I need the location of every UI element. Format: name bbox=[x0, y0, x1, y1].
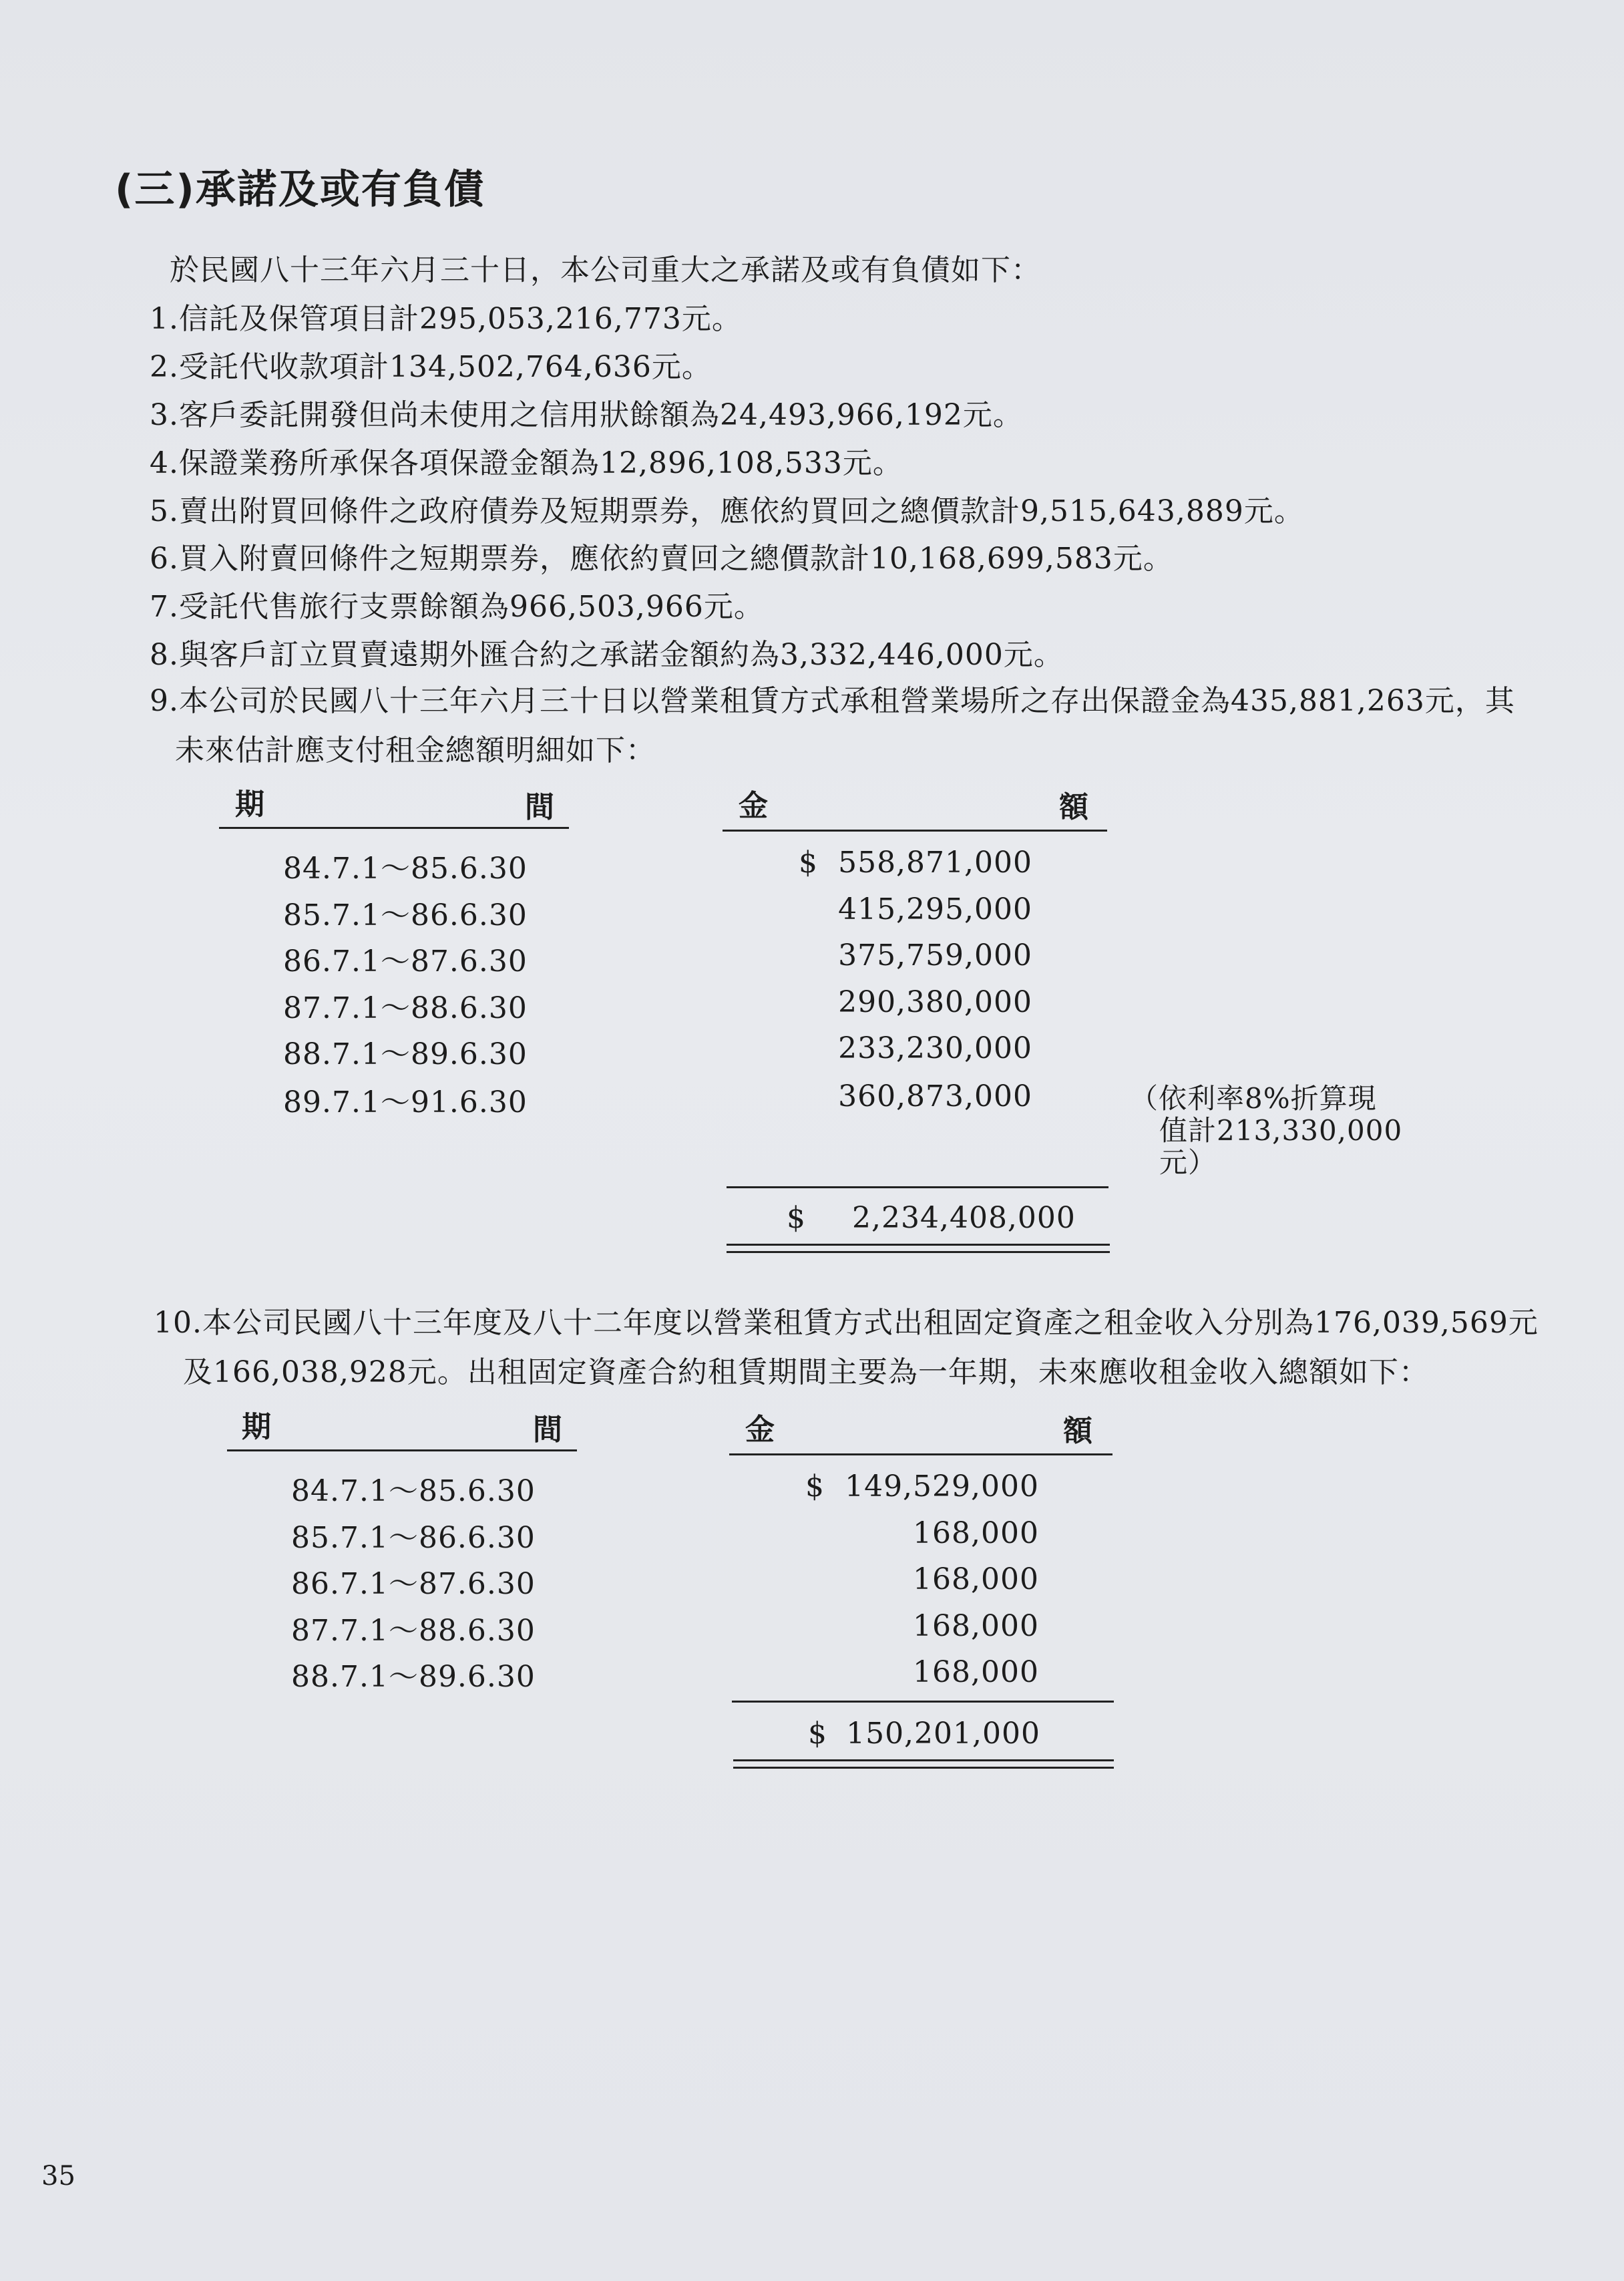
section-heading: (三)承諾及或有負債 bbox=[115, 166, 485, 213]
item-3: 3.客戶委託開發但尚未使用之信用狀餘額為24,493,966,192元。 bbox=[150, 398, 1023, 432]
item-8: 8.與客戶訂立買賣遠期外匯合約之承諾金額約為3,332,446,000元。 bbox=[150, 638, 1064, 672]
table2-total-currency: $ bbox=[808, 1717, 827, 1751]
table1-header-amount-a: 金 bbox=[739, 789, 768, 823]
item-9-line-1: 9.本公司於民國八十三年六月三十日以營業租賃方式承租營業場所之存出保證金為435,881,263元，其 bbox=[150, 684, 1515, 718]
item-10-line-2: 及166,038,928元。出租固定資產合約租賃期間主要為一年期，未來應收租金收入總額如下： bbox=[183, 1355, 1429, 1389]
table1-row-period: 87.7.1～88.6.30 bbox=[283, 991, 528, 1025]
table2-header-period-b: 間 bbox=[533, 1413, 562, 1447]
item-6: 6.買入附賣回條件之短期票券，應依約賣回之總價款計10,168,699,583元。 bbox=[150, 542, 1173, 576]
item-5: 5.賣出附買回條件之政府債券及短期票券，應依約買回之總價款計9,515,643,889元。 bbox=[150, 494, 1304, 528]
table2-row-amount: 168,000 bbox=[913, 1562, 1039, 1596]
table2-row-period: 87.7.1～88.6.30 bbox=[291, 1614, 536, 1648]
table2-row-amount: 149,529,000 bbox=[845, 1469, 1039, 1504]
table2-header-rule-amount bbox=[729, 1453, 1112, 1455]
table1-total-amount: 2,234,408,000 bbox=[852, 1201, 1076, 1235]
table1-row-amount: 415,295,000 bbox=[838, 892, 1032, 926]
table1-row-amount: 375,759,000 bbox=[838, 938, 1032, 973]
table1-row-amount: 360,873,000 bbox=[838, 1079, 1032, 1113]
table1-note-line-2: 值計213,330,000 bbox=[1159, 1114, 1403, 1147]
table2-row-period: 86.7.1～87.6.30 bbox=[291, 1567, 536, 1601]
page-number: 35 bbox=[41, 2161, 75, 2191]
table1-row-period: 89.7.1～91.6.30 bbox=[283, 1085, 528, 1119]
table1-header-rule-amount bbox=[723, 830, 1107, 832]
item-2: 2.受託代收款項計134,502,764,636元。 bbox=[150, 350, 712, 384]
table2-row-period: 84.7.1～85.6.30 bbox=[291, 1474, 536, 1508]
table2-header-period-a: 期 bbox=[242, 1410, 271, 1444]
item-1: 1.信託及保管項目計295,053,216,773元。 bbox=[150, 302, 742, 336]
item-7: 7.受託代售旅行支票餘額為966,503,966元。 bbox=[150, 590, 764, 624]
table2-currency-symbol: $ bbox=[805, 1469, 824, 1504]
table2-row-amount: 168,000 bbox=[913, 1609, 1039, 1643]
table2-total-double-rule bbox=[733, 1759, 1114, 1769]
table1-row-period: 88.7.1～89.6.30 bbox=[283, 1037, 528, 1071]
table1-row-amount: 290,380,000 bbox=[838, 985, 1032, 1019]
item-9-line-2: 未來估計應支付租金總額明細如下： bbox=[175, 733, 656, 767]
table1-currency-symbol: $ bbox=[799, 846, 817, 880]
item-4: 4.保證業務所承保各項保證金額為12,896,108,533元。 bbox=[150, 446, 903, 480]
table1-row-period: 86.7.1～87.6.30 bbox=[283, 944, 528, 979]
table1-header-period-a: 期 bbox=[235, 787, 264, 822]
table2-row-period: 85.7.1～86.6.30 bbox=[291, 1521, 536, 1555]
table1-total-currency: $ bbox=[787, 1201, 805, 1235]
table2-header-rule-period bbox=[227, 1449, 577, 1451]
table1-row-period: 85.7.1～86.6.30 bbox=[283, 898, 528, 932]
table1-note-line-1: （依利率8%折算現 bbox=[1130, 1082, 1377, 1115]
table2-header-amount-a: 金 bbox=[745, 1413, 775, 1447]
item-10-line-1: 10.本公司民國八十三年度及八十二年度以營業租賃方式出租固定資產之租金收入分別為176,039,569元 bbox=[154, 1306, 1539, 1340]
table1-total-rule bbox=[727, 1186, 1108, 1188]
table1-row-period: 84.7.1～85.6.30 bbox=[283, 852, 528, 886]
table1-row-amount: 558,871,000 bbox=[838, 846, 1032, 880]
table1-header-period-b: 間 bbox=[525, 790, 554, 824]
table1-header-amount-b: 額 bbox=[1059, 790, 1088, 824]
table2-row-amount: 168,000 bbox=[913, 1516, 1039, 1550]
table1-header-rule-period bbox=[219, 827, 569, 829]
table2-row-period: 88.7.1～89.6.30 bbox=[291, 1660, 536, 1694]
intro-text: 於民國八十三年六月三十日，本公司重大之承諾及或有負債如下： bbox=[170, 253, 1041, 287]
table1-row-amount: 233,230,000 bbox=[838, 1031, 1032, 1065]
table2-total-rule bbox=[732, 1701, 1114, 1703]
table2-row-amount: 168,000 bbox=[913, 1655, 1039, 1689]
table2-total-amount: 150,201,000 bbox=[846, 1717, 1040, 1751]
table1-note-line-3: 元） bbox=[1159, 1146, 1217, 1179]
table1-total-double-rule bbox=[727, 1244, 1110, 1253]
table2-header-amount-b: 額 bbox=[1063, 1414, 1092, 1448]
